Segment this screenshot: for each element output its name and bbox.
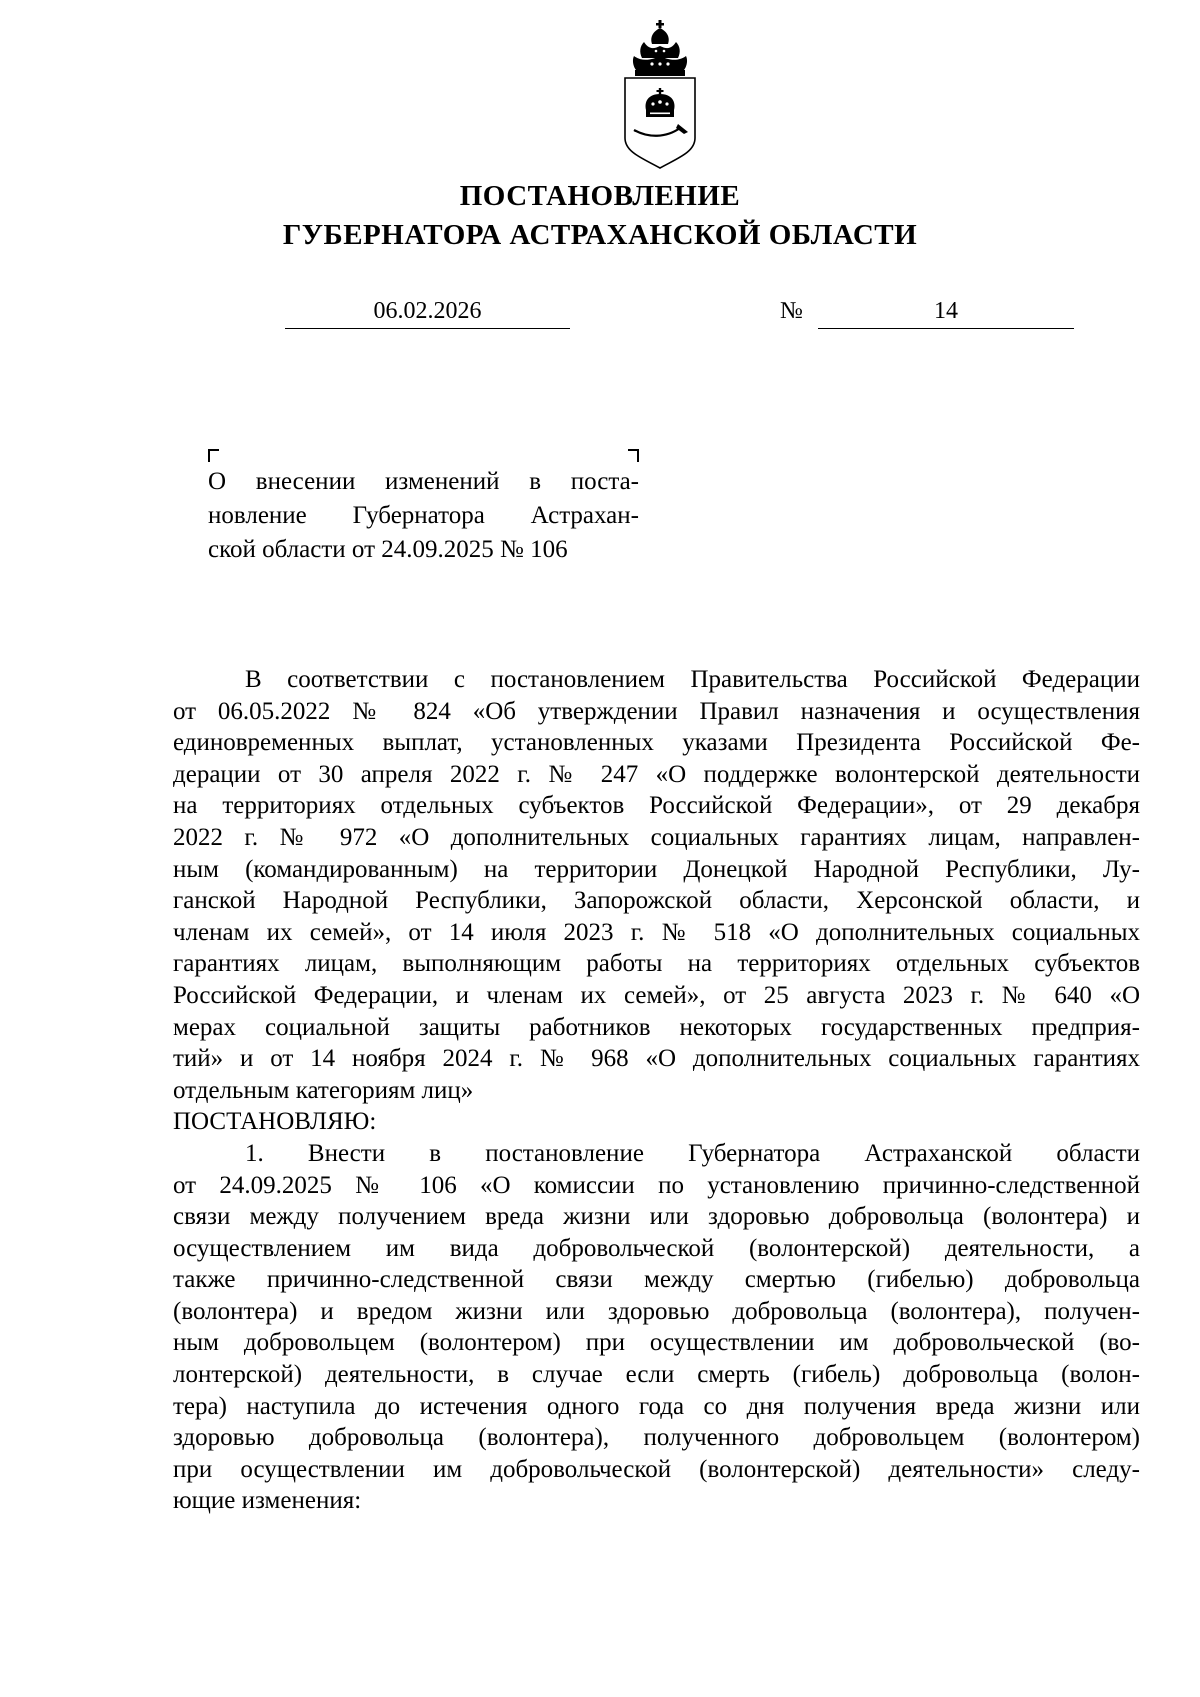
subject-corner-right: [628, 449, 639, 462]
item-line: ным добровольцем (волонтером) при осуществлении им добровольческой (во-: [173, 1329, 1140, 1357]
item-line: также причинно-следственной связи между смертью (гибелью) добровольца: [173, 1266, 1140, 1294]
document-subject: [208, 465, 639, 567]
item-line: (волонтера) и вредом жизни или здоровью добровольца (волонтера), получен-: [173, 1297, 1140, 1325]
preamble-line: на территориях отдельных субъектов Российской Федерации», от 29 декабря: [173, 792, 1140, 820]
preamble-line: тий» и от 14 ноября 2024 г. № 968 «О дополнительных социальных гарантиях: [173, 1045, 1140, 1073]
preamble-line: ганской Народной Республики, Запорожской области, Херсонской области, и: [173, 887, 1140, 915]
number-sign: №: [780, 298, 803, 324]
subject-line: ской области от 24.09.2025 № 106: [208, 536, 568, 563]
item-line: связи между получением вреда жизни или здоровью добровольца (волонтера) и: [173, 1203, 1140, 1231]
document-number: 14: [818, 298, 1074, 329]
preamble-line: ным (командированным) на территории Донецкой Народной Республики, Лу-: [173, 855, 1140, 883]
preamble-line: отдельным категориям лиц»: [173, 1076, 474, 1104]
preamble-line: Российской Федерации, и членам их семей», от 25 августа 2023 г. № 640 «О: [173, 981, 1140, 1009]
decree-word: ПОСТАНОВЛЯЮ:: [173, 1108, 377, 1136]
item-line: от 24.09.2025 № 106 «О комиссии по установлению причинно-следственной: [173, 1171, 1140, 1199]
subject-line: О внесении изменений в поста-: [208, 468, 639, 495]
preamble-line: 2022 г. № 972 «О дополнительных социальных гарантиях лицам, направлен-: [173, 823, 1140, 851]
item-line: лонтерской) деятельности, в случае если смерть (гибель) добровольца (волон-: [173, 1361, 1140, 1389]
document-issuer: ГУБЕРНАТОРА АСТРАХАНСКОЙ ОБЛАСТИ: [282, 219, 918, 251]
astrakhan-coat-of-arms-icon: [622, 20, 698, 170]
preamble-line: дерации от 30 апреля 2022 г. № 247 «О поддержке волонтерской деятельности: [173, 760, 1140, 788]
item-line: ющие изменения:: [173, 1487, 362, 1515]
item-line: при осуществлении им добровольческой (волонтерской) деятельности» следу-: [173, 1455, 1140, 1483]
document-body: [173, 664, 1140, 1517]
preamble-line: мерах социальной защиты работников некоторых государственных предприя-: [173, 1013, 1140, 1041]
document-date: 06.02.2026: [285, 298, 570, 329]
item-line: осуществлением им вида добровольческой (волонтерской) деятельности, а: [173, 1234, 1140, 1262]
preamble-line: членам их семей», от 14 июля 2023 г. № 518 «О дополнительных социальных: [173, 918, 1140, 946]
item-line: здоровью добровольца (волонтера), полученного добровольцем (волонтером): [173, 1424, 1140, 1452]
subject-corner-left: [208, 449, 219, 462]
preamble-line: от 06.05.2022 № 824 «Об утверждении Правил назначения и осуществления: [173, 697, 1140, 725]
preamble-line: гарантиях лицам, выполняющим работы на территориях отдельных субъектов: [173, 950, 1140, 978]
preamble-line: В соответствии с постановлением Правительства Российской Федерации: [245, 666, 1140, 693]
subject-line: новление Губернатора Астрахан-: [208, 502, 639, 529]
item-line: 1. Внести в постановление Губернатора Астраханской области: [245, 1139, 1140, 1167]
preamble-line: единовременных выплат, установленных указами Президента Российской Фе-: [173, 729, 1140, 757]
document-title: ПОСТАНОВЛЕНИЕ: [459, 180, 741, 212]
item-line: тера) наступила до истечения одного года со дня получения вреда жизни или: [173, 1392, 1140, 1420]
